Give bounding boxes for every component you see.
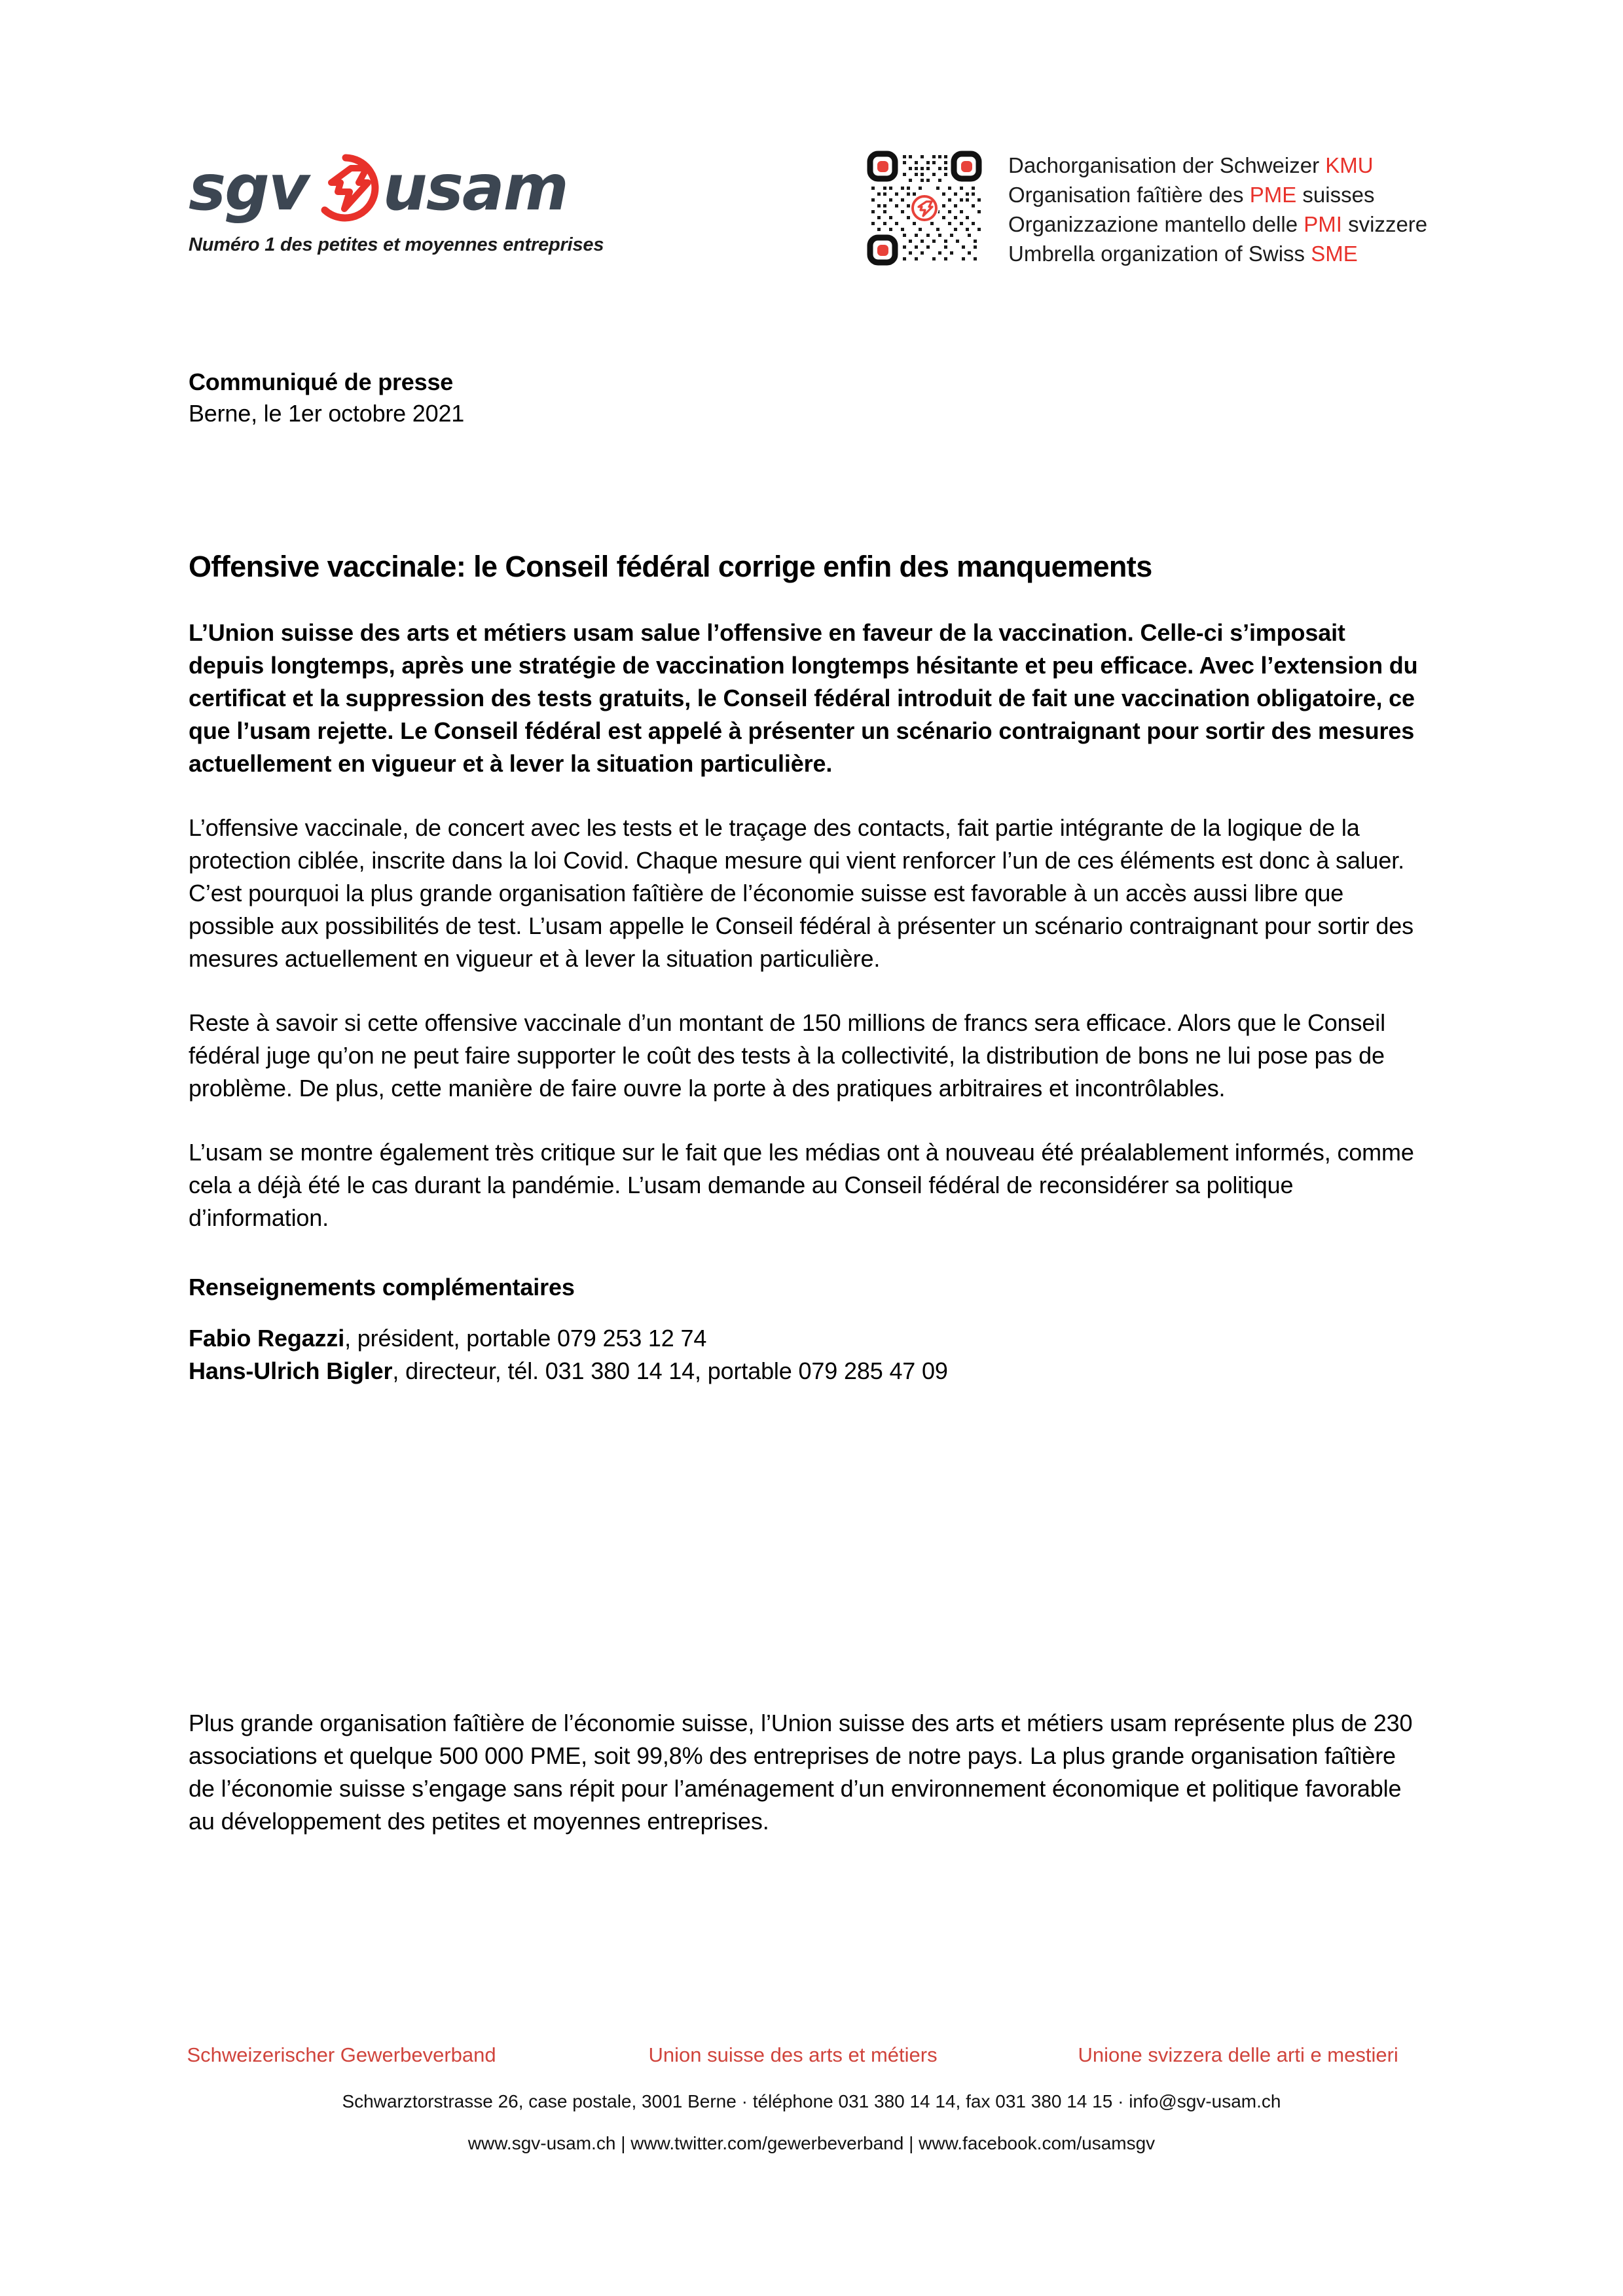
org-line-it-text: Organizzazione mantello delle bbox=[1008, 212, 1304, 236]
org-line-en-highlight: SME bbox=[1311, 242, 1358, 266]
organization-languages bbox=[1008, 149, 1427, 268]
contact-details-director: , directeur, tél. 031 380 14 14, portable 079 285 47 09 bbox=[392, 1357, 948, 1384]
org-line-en-text: Umbrella organization of Swiss bbox=[1008, 242, 1311, 266]
boilerplate-paragraph: Plus grande organisation faîtière de l’économie suisse, l’Union suisse des arts et métiers usam représente plus de 230 associations et quelque 500 000 PME, soit 99,8% des entreprises de notre pays. La plus grande organisation faîtière de l’économie suisse s’engage sans répit pour l’aménagement d’un environnement économique et politique favorable au développement des petites et moyennes entreprises. bbox=[189, 1710, 1413, 1835]
org-line-fr bbox=[1008, 180, 1427, 209]
document-dateline: Berne, le 1er octobre 2021 bbox=[189, 400, 465, 427]
footer-name-fr: Union suisse des arts et métiers bbox=[648, 2043, 938, 2066]
organization-identity bbox=[866, 149, 1427, 268]
page-title: Offensive vaccinale: le Conseil fédéral corrige enfin des manquements bbox=[189, 550, 1152, 583]
org-line-en bbox=[1008, 239, 1427, 268]
org-line-fr-text: Organisation faîtière des bbox=[1008, 183, 1250, 207]
contact-name-director: Hans-Ulrich Bigler bbox=[189, 1357, 393, 1384]
footer-organization-names bbox=[186, 2041, 1438, 2073]
page-header bbox=[0, 0, 1623, 308]
lead-paragraph: L’Union suisse des arts et métiers usam salue l’offensive en faveur de la vaccination. Celle-ci s’imposait depuis longtemps, après une stratégie de vaccination longtemps hésitante et peu efficace. Avec l’extension du certificat et la suppression des tests gratuits, le Conseil fédéral introduit de fait une vaccination obligatoire, ce que l’usam rejette. Le Conseil fédéral est appelé à présenter un scénario contraignant pour sortir des mesures actuellement en vigueur et à lever la situation particulière. bbox=[189, 619, 1418, 777]
body-paragraph-2: Reste à savoir si cette offensive vaccinale d’un montant de 150 millions de francs sera efficace. Alors que le Conseil fédéral juge qu’on ne peut faire supporter le coût des tests à la collectivité, la distribution de bons ne lui pose pas de problème. De plus, cette manière de faire ouvre la porte à des pratiques arbitraires et incontrôlables. bbox=[189, 1009, 1385, 1102]
org-line-fr-tail: suisses bbox=[1296, 183, 1375, 207]
footer-name-it: Unione svizzera delle arti e mestieri bbox=[1078, 2043, 1398, 2066]
contacts-list bbox=[189, 1322, 1440, 1388]
body-paragraph-3: L’usam se montre également très critique sur le fait que les médias ont à nouveau été préalablement informés, comme cela a déjà été le cas durant la pandémie. L’usam demande au Conseil fédéral de reconsidérer sa politique d’information. bbox=[189, 1139, 1414, 1231]
contact-entry-president bbox=[189, 1322, 1440, 1355]
contacts-heading: Renseignements complémentaires bbox=[189, 1274, 575, 1300]
logo-word-right: usam bbox=[382, 151, 568, 224]
logo-tagline: Numéro 1 des petites et moyennes entreprises bbox=[189, 234, 604, 255]
contact-details-president: , président, portable 079 253 12 74 bbox=[344, 1325, 707, 1352]
org-line-it bbox=[1008, 209, 1427, 239]
document-body bbox=[189, 367, 1440, 1388]
org-line-de-text: Dachorganisation der Schweizer bbox=[1008, 153, 1326, 177]
org-line-de-highlight: KMU bbox=[1325, 153, 1374, 177]
body-paragraph-1: L’offensive vaccinale, de concert avec les tests et le traçage des contacts, fait partie intégrante de la logique de la protection ciblée, inscrite dans la loi Covid. Chaque mesure qui vient renforcer l’un de ces éléments est donc à saluer. C’est pourquoi la plus grande organisation faîtière de l’économie suisse est favorable à un accès aussi libre que possible aux possibilités de test. L’usam appelle le Conseil fédéral à présenter un scénario contraignant pour sortir des mesures actuellement en vigueur et à lever la situation particulière. bbox=[189, 814, 1413, 972]
logo-wordmark bbox=[189, 152, 608, 224]
org-line-it-highlight: PMI bbox=[1304, 212, 1342, 236]
usam-logo bbox=[189, 152, 608, 256]
document-kicker: Communiqué de presse bbox=[189, 368, 454, 395]
footer-name-de: Schweizerischer Gewerbeverband bbox=[187, 2043, 496, 2066]
org-line-de bbox=[1008, 151, 1427, 180]
footer-address: Schwarztorstrasse 26, case postale, 3001 Berne · téléphone 031 380 14 14, fax 031 380 14 15 · info@sgv-usam.ch bbox=[342, 2091, 1281, 2111]
org-line-it-tail: svizzere bbox=[1341, 212, 1428, 236]
contact-entry-director bbox=[189, 1355, 1440, 1388]
swiss-cross-arrow-mark-icon bbox=[312, 154, 380, 222]
page-footer bbox=[0, 2041, 1623, 2157]
contact-name-president: Fabio Regazzi bbox=[189, 1325, 345, 1352]
logo-word-left: sgv bbox=[189, 151, 308, 224]
qr-code-icon[interactable] bbox=[866, 149, 983, 267]
footer-links[interactable]: www.sgv-usam.ch | www.twitter.com/gewerbeverband | www.facebook.com/usamsgv bbox=[467, 2133, 1156, 2153]
org-line-fr-highlight: PME bbox=[1249, 183, 1297, 207]
